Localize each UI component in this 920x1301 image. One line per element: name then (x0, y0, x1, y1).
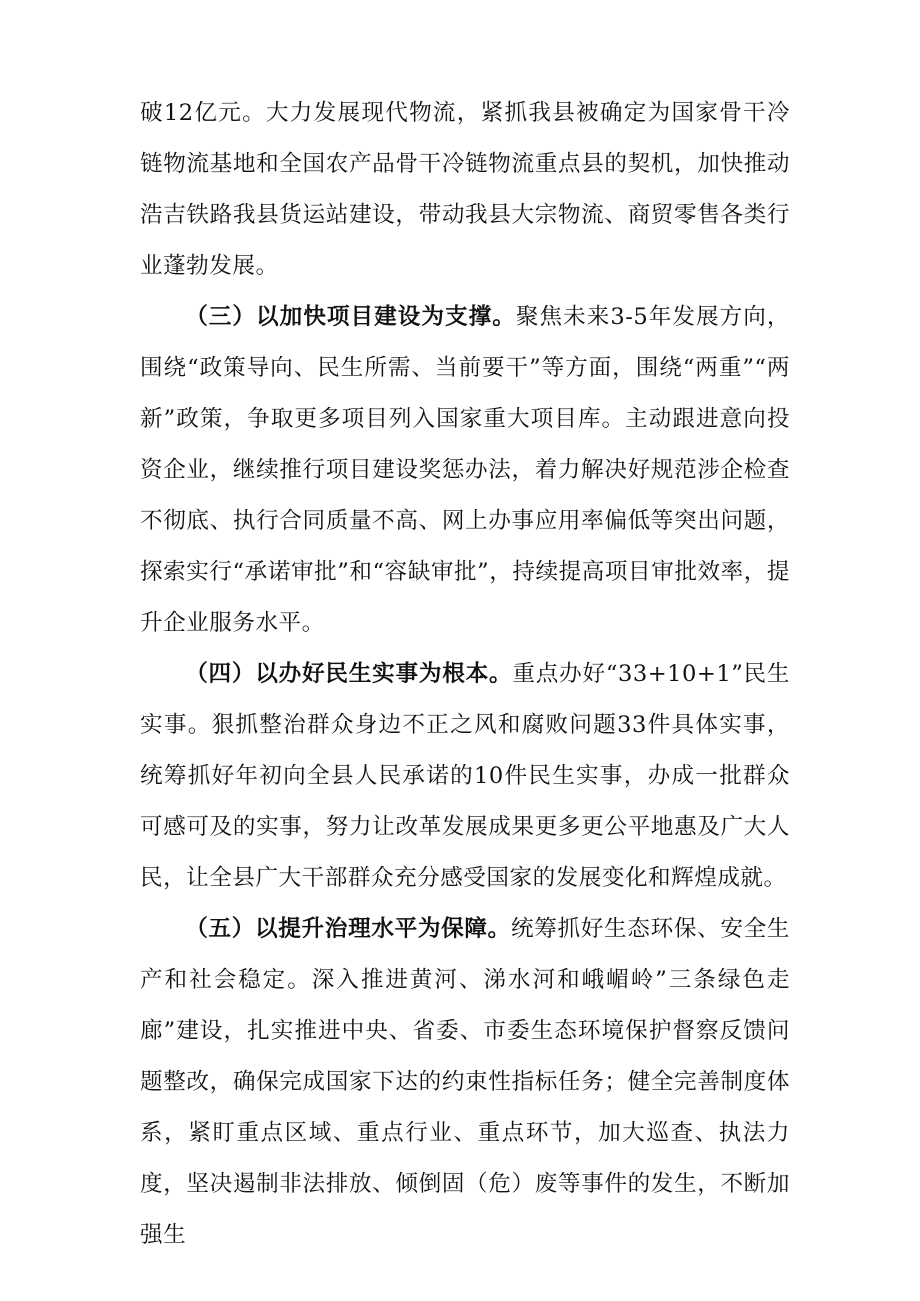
paragraph-continuation (140, 88, 790, 292)
paragraph-text: 破12亿元。大力发展现代物流，紧抓我县被确定为国家骨干冷链物流基地和全国农产品骨干冷链物流重点县的契机，加快推动浩吉铁路我县货运站建设，带动我县大宗物流、商贸零售各类行业蓬勃发展。 (140, 100, 790, 279)
paragraph-text: 聚焦未来3-5年发展方向，围绕“政策导向、民生所需、当前要干”等方面，围绕“两重”“两新”政策，争取更多项目列入国家重大项目库。主动跟进意向投资企业，继续推行项目建设奖惩办法，着力解决好规范涉企检查不彻底、执行合同质量不高、网上办事应用率偏低等突出问题，探索实行“承诺审批”和“容缺审批”，持续提高项目审批效率，提升企业服务水平。 (140, 304, 791, 636)
paragraph-text: 重点办好“33+10+1”民生实事。狠抓整治群众身边不正之风和腐败问题33件具体实事，统筹抓好年初向全县人民承诺的10件民生实事，办成一批群众可感可及的实事，努力让改革发展成果更多更公平地惠及广大人民，让全县广大干部群众充分感受国家的发展变化和辉煌成就。 (140, 661, 791, 891)
paragraph-text: 统筹抓好生态环保、安全生产和社会稳定。深入推进黄河、涕水河和峨嵋岭”三条绿色走廊”建设，扎实推进中央、省委、市委生态环境保护督察反馈问题整改，确保完成国家下达的约束性指标任务；健全完善制度体系，紧盯重点区域、重点行业、重点环节，加大巡查、执法力度，坚决遏制非法排放、倾倒固（危）废等事件的发生，不断加强生 (140, 916, 791, 1248)
paragraph-section-5 (140, 904, 790, 1261)
document-page (140, 88, 790, 1261)
section-heading: （四）以办好民生实事为根本。 (185, 661, 513, 687)
section-heading: （三）以加快项目建设为支撑。 (185, 304, 516, 330)
section-heading: （五）以提升治理水平为保障。 (185, 916, 511, 942)
paragraph-section-3 (140, 292, 790, 649)
paragraph-section-4 (140, 649, 790, 904)
